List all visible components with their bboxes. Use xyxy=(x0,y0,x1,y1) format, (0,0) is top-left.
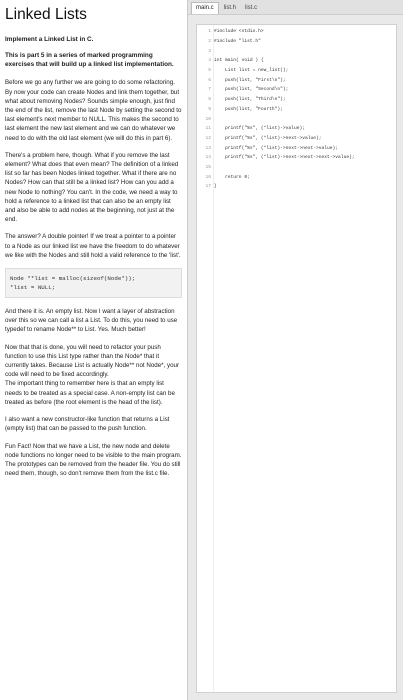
paragraph-constructor: I also want a new constructor-like function that returns a List (empty list) that can be passed to the push function. xyxy=(5,416,170,433)
line-number-gutter xyxy=(197,25,214,692)
file-tabs xyxy=(188,0,403,15)
code-line[interactable] xyxy=(197,105,396,115)
line-number: 7 xyxy=(208,87,211,93)
line-number: 2 xyxy=(208,39,211,45)
code-editor[interactable] xyxy=(196,24,397,693)
code-text: printf("%s", (*list)->next->value); xyxy=(214,135,322,141)
code-lines[interactable] xyxy=(197,25,396,192)
paragraph-double-pointer: The answer? A double pointer! If we treat a pointer to a pointer to a Node as our linked list we have the freedom to do whatever we like with the Nodes and still hold a valid reference to the 'list'. xyxy=(5,233,181,259)
code-text: push(list, "Third\n"); xyxy=(214,97,286,103)
code-text: int main( void ) { xyxy=(214,58,264,64)
line-number: 16 xyxy=(205,174,211,180)
code-text: printf("%s", (*list)->value); xyxy=(214,126,305,132)
code-line[interactable] xyxy=(197,114,396,124)
line-number: 9 xyxy=(208,106,211,112)
lesson-subheading: Implement a Linked List in C. xyxy=(5,36,94,43)
code-line[interactable] xyxy=(197,27,396,37)
code-line[interactable] xyxy=(197,153,396,163)
tab-list-h[interactable]: list.h xyxy=(223,5,237,11)
code-line[interactable] xyxy=(197,95,396,105)
code-text: push(list, "First\n"); xyxy=(214,77,286,83)
line-number: 17 xyxy=(205,184,211,190)
line-number: 3 xyxy=(208,48,211,54)
code-snippet xyxy=(5,268,182,298)
line-number: 15 xyxy=(205,164,211,170)
line-number: 5 xyxy=(208,68,211,74)
paragraph-refactoring: Before we go any further we are going to do some refactoring. By now your code can create Nodes and link them together, but what about removing Nodes? Sounds simple enough, just find the end of the list, remove the last Node by setting the second to last element's next member to NULL. This makes the second to last element the new last element and we can do whatever we need to do with the old last element (we will do this in part 6). xyxy=(5,79,182,142)
page-title: Linked Lists xyxy=(5,6,87,23)
line-number: 11 xyxy=(205,126,211,132)
code-text: #include "list.h" xyxy=(214,39,261,45)
tab-main-c[interactable]: main.c xyxy=(191,2,219,14)
tab-list-c[interactable]: list.c xyxy=(245,5,258,11)
code-text: return 0; xyxy=(214,174,250,180)
code-line[interactable] xyxy=(197,37,396,47)
code-text: List list = new_list(); xyxy=(214,68,289,74)
code-text: push(list, "Fourth"); xyxy=(214,106,283,112)
instructions-panel xyxy=(0,0,187,700)
paragraph-fun-fact: Fun Fact! Now that we have a List, the new node and delete node functions no longer need to be visible to the main program. The prototypes can be removed from the header file. You do still need them, though, so don't remove them from the list.c file. xyxy=(5,442,182,478)
code-line[interactable] xyxy=(197,56,396,66)
code-snippet-line: *list = NULL; xyxy=(10,284,56,292)
code-text: push(list, "Second\n"); xyxy=(214,87,289,93)
code-line[interactable] xyxy=(197,143,396,153)
code-text: } xyxy=(214,184,217,190)
code-line[interactable] xyxy=(197,134,396,144)
line-number: 12 xyxy=(205,135,211,141)
code-text: printf("%s", (*list)->next->next->value); xyxy=(214,145,339,151)
line-number: 8 xyxy=(208,97,211,103)
paragraph-empty-list: The important thing to remember here is that an empty list needs to be treated as a special case. A non-empty list can be treated as before (the root element is the head of the list). xyxy=(5,380,175,406)
code-text: #include <stdio.h> xyxy=(214,29,264,35)
code-line[interactable] xyxy=(197,85,396,95)
lesson-intro: This is part 5 in a series of marked programming exercises that will build up a linked list implementation. xyxy=(5,52,174,69)
paragraph-typedef: And there it is. An empty list. Now I want a layer of abstraction over this so we can call a list a List. To do this, you need to use typedef to rename Node** to List. Yes. Much better! xyxy=(5,308,178,334)
line-number: 10 xyxy=(205,116,211,122)
code-line[interactable] xyxy=(197,182,396,192)
code-line[interactable] xyxy=(197,124,396,134)
code-line[interactable] xyxy=(197,172,396,182)
code-line[interactable] xyxy=(197,163,396,173)
code-snippet-line: Node **list = malloc(sizeof(Node*)); xyxy=(10,275,136,283)
paragraph-problem: There's a problem here, though. What if you remove the last element? What does that even mean? The definition of a linked list so far has been Nodes linked together. What if there are no Nodes? How can that still be a linked list? How can you add a new Node to nothing? You can't. In the code, we need a way to hold a reference to a linked list that can also be an empty list and also be able to add nodes at the beginning, not just at the end. xyxy=(5,151,179,224)
code-line[interactable] xyxy=(197,46,396,56)
line-number: 13 xyxy=(205,145,211,151)
paragraph-push-refactor: Now that that is done, you will need to refactor your push function to use this List type rather than the Node* that it currently takes. Because List is actually Node** not Node*, your code will need to be fixed accordingly. xyxy=(5,343,180,379)
line-number: 4 xyxy=(208,58,211,64)
editor-panel xyxy=(188,0,403,700)
code-text: printf("%s", (*list)->next->next->next->value); xyxy=(214,155,355,161)
line-number: 6 xyxy=(208,77,211,83)
line-number: 14 xyxy=(205,155,211,161)
code-line[interactable] xyxy=(197,75,396,85)
code-line[interactable] xyxy=(197,66,396,76)
line-number: 1 xyxy=(208,29,211,35)
